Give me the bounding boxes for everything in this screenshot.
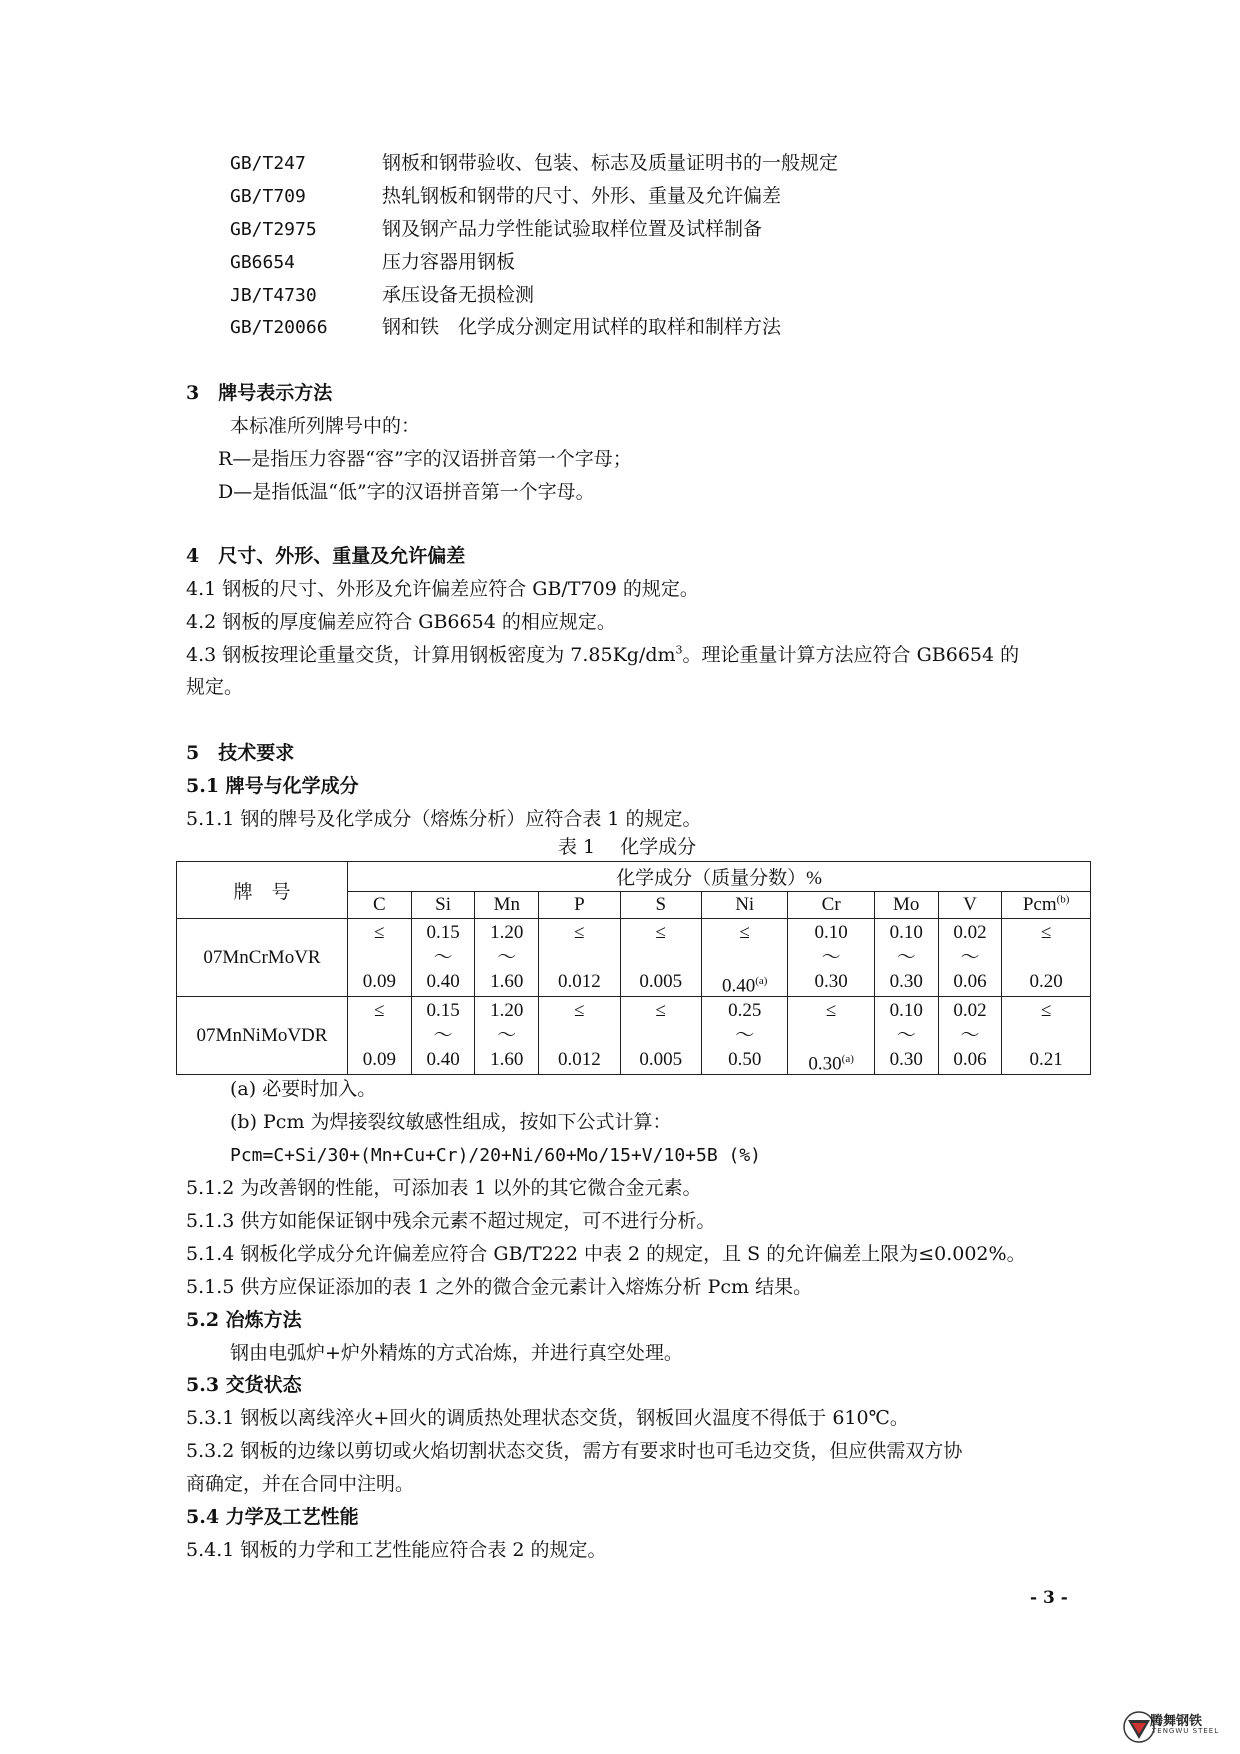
ref-title: 钢板和钢带验收、包装、标志及质量证明书的一般规定 <box>382 152 839 174</box>
subsection-heading: 5.3 交货状态 <box>186 1374 302 1396</box>
cell-bottom-value <box>558 1048 601 1072</box>
cell-range-mark: ～ <box>433 1024 453 1046</box>
paragraph: 规定。 <box>186 676 244 698</box>
composition-cell <box>475 997 539 1075</box>
cell-range-mark: ～ <box>896 946 916 968</box>
cell-bottom-value <box>490 970 523 994</box>
footnote-marker: (a) <box>841 1053 854 1065</box>
composition-cell <box>620 997 701 1075</box>
cell-values <box>348 919 411 996</box>
section-5-heading: 5 技术要求 <box>186 742 295 764</box>
cell-bottom-text: 0.20 <box>1029 971 1063 992</box>
cell-values <box>539 919 619 996</box>
cell-bottom-value <box>808 1047 853 1076</box>
cell-top-value: 0.15 <box>426 922 460 943</box>
ref-title: 承压设备无损检测 <box>382 284 535 306</box>
cell-bottom-value <box>890 1048 923 1072</box>
cell-bottom-value <box>1030 1048 1063 1072</box>
cell-bottom-value <box>363 1048 396 1072</box>
element-header: S <box>620 892 701 919</box>
cell-bottom-text: 0.50 <box>728 1049 762 1070</box>
element-header: Si <box>411 892 475 919</box>
composition-cell <box>788 919 874 997</box>
element-label: Pcm <box>1022 894 1057 915</box>
footnote-marker: (a) <box>755 975 768 987</box>
ref-code: GB/T247 <box>230 153 306 174</box>
ref-title: 热轧钢板和钢带的尺寸、外形、重量及允许偏差 <box>382 185 782 207</box>
paragraph <box>186 642 1019 668</box>
cell-range-mark: ～ <box>497 946 517 968</box>
superscript: 3 <box>675 643 683 657</box>
cell-values <box>702 997 787 1074</box>
table-note: (a) 必要时加入。 <box>230 1078 377 1100</box>
cell-bottom-text: 1.60 <box>490 1049 524 1070</box>
ref-code: JB/T4730 <box>230 285 317 306</box>
cell-bottom-text: 0.21 <box>1029 1049 1063 1070</box>
paragraph: 5.3.1 钢板以离线淬火+回火的调质热处理状态交货，钢板回火温度不得低于 610℃。 <box>186 1407 909 1429</box>
paragraph: 5.1.4 钢板化学成分允许偏差应符合 GB/T222 中表 2 的规定，且 S 的允许偏差上限为≤0.002%。 <box>186 1243 1026 1265</box>
cell-bottom-value <box>558 970 601 994</box>
cell-range-mark: ～ <box>735 1024 755 1046</box>
subsection-heading: 5.2 冶炼方法 <box>186 1309 302 1331</box>
cell-bottom-value <box>426 970 459 994</box>
cell-values <box>788 997 873 1074</box>
cell-bottom-text: 0.40 <box>426 1049 460 1070</box>
table-row <box>177 919 1091 997</box>
cell-bottom-value <box>953 970 986 994</box>
table-row <box>177 997 1091 1075</box>
ref-code: GB/T20066 <box>230 317 328 338</box>
cell-values <box>475 997 538 1074</box>
cell-top-value: ≤ <box>374 922 385 943</box>
element-header: C <box>348 892 412 919</box>
cell-values <box>621 919 701 996</box>
composition-cell <box>539 919 620 997</box>
element-header <box>1002 892 1091 919</box>
ref-code: GB6654 <box>230 252 296 273</box>
cell-range-mark: ～ <box>960 946 980 968</box>
element-header: P <box>539 892 620 919</box>
composition-cell <box>938 919 1002 997</box>
composition-cell <box>1002 919 1091 997</box>
cell-top-value: 0.10 <box>814 922 848 943</box>
cell-top-value: 0.02 <box>953 922 987 943</box>
cell-values <box>875 919 938 996</box>
table-note: (b) Pcm 为焊接裂纹敏感性组成，按如下公式计算： <box>230 1111 672 1133</box>
paragraph: 本标准所列牌号中的： <box>230 415 421 437</box>
cell-top-value: 1.20 <box>490 922 524 943</box>
cell-bottom-value <box>953 1048 986 1072</box>
paragraph: D—是指低温“低”字的汉语拼音第一个字母。 <box>218 481 595 503</box>
section-3-heading: 3 牌号表示方法 <box>186 382 333 404</box>
cell-top-value: ≤ <box>574 922 585 943</box>
cell-values <box>939 997 1002 1074</box>
cell-values <box>702 919 787 996</box>
cell-values <box>412 997 475 1074</box>
cell-range-mark: ～ <box>896 1024 916 1046</box>
cell-top-value: ≤ <box>1040 922 1052 943</box>
cell-top-value: ≤ <box>374 1000 385 1021</box>
paragraph: 5.1.5 供方应保证添加的表 1 之外的微合金元素计入熔炼分析 Pcm 结果。 <box>186 1276 813 1298</box>
paragraph: 5.3.2 钢板的边缘以剪切或火焰切割状态交货，需方有要求时也可毛边交货，但应供需双方协 <box>186 1440 963 1462</box>
composition-header: 化学成分（质量分数）% <box>348 862 1091 892</box>
grade-header: 牌 号 <box>177 862 348 919</box>
cell-bottom-value <box>639 1048 682 1072</box>
paragraph: R—是指压力容器“容”字的汉语拼音第一个字母； <box>218 448 632 470</box>
cell-values <box>621 997 701 1074</box>
cell-bottom-value <box>639 970 682 994</box>
cell-bottom-text: 0.012 <box>557 971 601 992</box>
cell-top-value: ≤ <box>825 1000 837 1021</box>
element-header: V <box>938 892 1002 919</box>
cell-bottom-value <box>815 970 848 994</box>
cell-values <box>1002 997 1090 1074</box>
logo-name: 腾舞钢铁 <box>1150 1714 1203 1729</box>
paragraph: 5.4.1 钢板的力学和工艺性能应符合表 2 的规定。 <box>186 1539 607 1561</box>
cell-bottom-text: 0.06 <box>953 971 987 992</box>
cell-range-mark: ～ <box>821 946 841 968</box>
composition-cell <box>475 919 539 997</box>
paragraph: 5.1.2 为改善钢的性能，可添加表 1 以外的其它微合金元素。 <box>186 1177 702 1199</box>
grade-cell: 07MnNiMoVDR <box>177 997 348 1075</box>
cell-top-value: ≤ <box>655 1000 666 1021</box>
cell-bottom-value <box>1030 970 1063 994</box>
composition-cell <box>348 919 412 997</box>
cell-bottom-value <box>890 970 923 994</box>
cell-bottom-value <box>722 969 767 998</box>
ref-title: 压力容器用钢板 <box>382 251 516 273</box>
composition-cell <box>1002 997 1091 1075</box>
cell-bottom-text: 0.005 <box>639 971 683 992</box>
element-header: Ni <box>701 892 787 919</box>
cell-values <box>475 919 538 996</box>
ref-title: 钢及钢产品力学性能试验取样位置及试样制备 <box>382 218 763 240</box>
cell-bottom-text: 0.09 <box>362 1049 396 1070</box>
cell-values <box>539 997 619 1074</box>
cell-range-mark: ～ <box>433 946 453 968</box>
cell-bottom-value <box>490 1048 523 1072</box>
element-header: Mn <box>475 892 539 919</box>
cell-top-value: 0.25 <box>728 1000 762 1021</box>
cell-bottom-text: 0.30 <box>808 1053 842 1075</box>
cell-bottom-text: 0.40 <box>426 971 460 992</box>
cell-bottom-text: 0.09 <box>362 971 396 992</box>
formula: Pcm=C+Si/30+(Mn+Cu+Cr)/20+Ni/60+Mo/15+V/10+5B (%) <box>230 1145 762 1166</box>
cell-bottom-value <box>363 970 396 994</box>
table-caption: 表 1 化学成分 <box>558 836 697 858</box>
subsection-heading: 5.1 牌号与化学成分 <box>186 775 359 797</box>
paragraph-part: 4.3 钢板按理论重量交货，计算用钢板密度为 7.85Kg/dm <box>186 644 676 666</box>
composition-cell <box>411 919 475 997</box>
paragraph: 商确定，并在合同中注明。 <box>186 1473 415 1495</box>
cell-bottom-text: 0.30 <box>889 971 923 992</box>
cell-top-value: ≤ <box>739 922 750 943</box>
cell-range-mark: ～ <box>960 1024 980 1046</box>
grade-cell: 07MnCrMoVR <box>177 919 348 997</box>
composition-cell <box>701 919 787 997</box>
composition-cell <box>620 919 701 997</box>
cell-top-value: 0.02 <box>953 1000 987 1021</box>
ref-title: 钢和铁 化学成分测定用试样的取样和制样方法 <box>382 316 782 338</box>
cell-bottom-text: 0.40 <box>721 975 756 997</box>
cell-values <box>1002 919 1090 996</box>
paragraph: 钢由电弧炉+炉外精炼的方式冶炼，并进行真空处理。 <box>230 1342 683 1364</box>
cell-range-mark: ～ <box>497 1024 517 1046</box>
composition-cell <box>874 919 938 997</box>
cell-top-value: 1.20 <box>490 1000 524 1021</box>
cell-top-value: 0.10 <box>889 1000 923 1021</box>
chemical-composition-table <box>176 861 1091 1075</box>
cell-values <box>788 919 873 996</box>
composition-cell <box>539 997 620 1075</box>
paragraph: 5.1.3 供方如能保证钢中残余元素不超过规定，可不进行分析。 <box>186 1210 716 1232</box>
cell-bottom-text: 0.30 <box>814 971 848 992</box>
logo-subtitle: TENGWU STEEL <box>1152 1727 1220 1735</box>
cell-top-value: ≤ <box>1040 1000 1052 1021</box>
footnote-marker: (b) <box>1056 893 1070 906</box>
cell-top-value: ≤ <box>574 1000 585 1021</box>
cell-bottom-text: 1.60 <box>490 971 524 992</box>
cell-bottom-value <box>426 1048 459 1072</box>
paragraph-part: 。理论重量计算方法应符合 GB6654 的 <box>682 644 1020 666</box>
section-4-heading: 4 尺寸、外形、重量及允许偏差 <box>186 545 466 567</box>
cell-bottom-value <box>728 1048 761 1072</box>
cell-bottom-text: 0.012 <box>557 1049 601 1070</box>
composition-cell <box>348 997 412 1075</box>
cell-values <box>875 997 938 1074</box>
subsection-heading: 5.4 力学及工艺性能 <box>186 1506 359 1528</box>
cell-top-value: ≤ <box>655 922 666 943</box>
paragraph: 4.2 钢板的厚度偏差应符合 GB6654 的相应规定。 <box>186 611 616 633</box>
paragraph: 5.1.1 钢的牌号及化学成分（熔炼分析）应符合表 1 的规定。 <box>186 808 702 830</box>
element-header: Mo <box>874 892 938 919</box>
cell-values <box>939 919 1002 996</box>
cell-top-value: 0.10 <box>889 922 923 943</box>
cell-values <box>348 997 411 1074</box>
composition-cell <box>701 997 787 1075</box>
cell-top-value: 0.15 <box>426 1000 460 1021</box>
cell-values <box>412 919 475 996</box>
element-header: Cr <box>788 892 874 919</box>
ref-code: GB/T709 <box>230 186 306 207</box>
ref-code: GB/T2975 <box>230 219 317 240</box>
composition-cell <box>874 997 938 1075</box>
composition-cell <box>788 997 874 1075</box>
cell-bottom-text: 0.30 <box>889 1049 923 1070</box>
composition-cell <box>411 997 475 1075</box>
composition-cell <box>938 997 1002 1075</box>
cell-bottom-text: 0.005 <box>639 1049 683 1070</box>
paragraph: 4.1 钢板的尺寸、外形及允许偏差应符合 GB/T709 的规定。 <box>186 578 699 600</box>
cell-bottom-text: 0.06 <box>953 1049 987 1070</box>
page-number: - 3 - <box>1030 1588 1068 1608</box>
